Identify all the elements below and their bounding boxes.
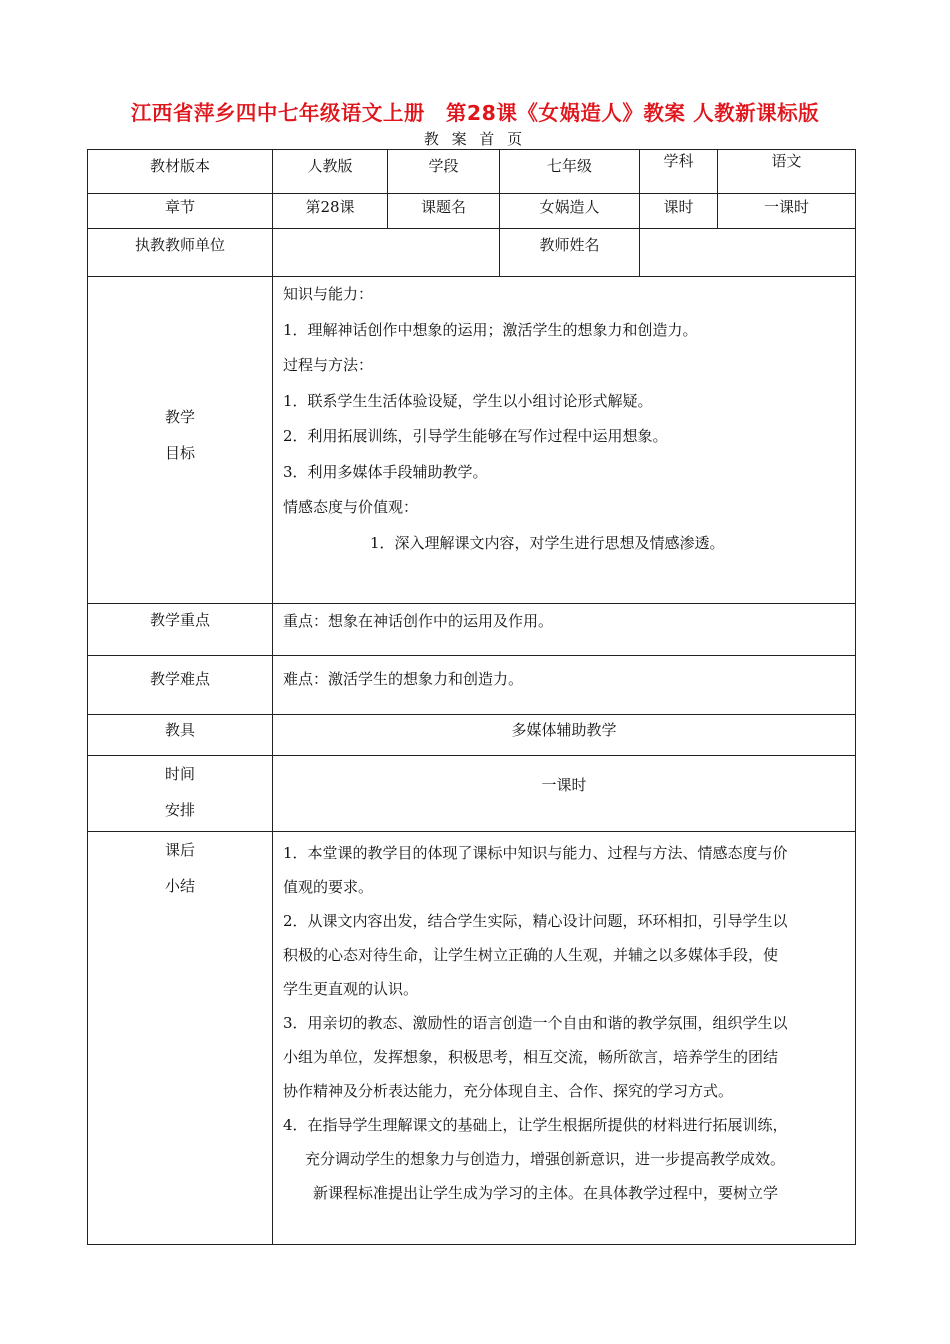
goals-label-cell [88,277,273,604]
summary-label-line1: 课后 [164,841,195,859]
goals-line: 情感态度与价值观： [283,498,419,516]
goals-line: 1．联系学生生活体验设疑，学生以小组讨论形式解疑。 [283,391,653,410]
teacher-unit-value [273,229,500,277]
table-row-schedule [88,756,856,832]
topic-label: 课题名 [388,194,500,229]
table-row-key-point [88,604,856,656]
teacher-name-label: 教师姓名 [500,229,640,277]
stage-label: 学段 [388,150,500,194]
summary-line: 4．在指导学生理解课文的基础上，让学生根据所提供的材料进行拓展训练， [283,1116,788,1134]
summary-label-line2: 小结 [164,877,195,895]
summary-label-cell [88,832,273,1245]
key-point-label: 教学重点 [88,604,273,656]
table-row-teacher [88,229,856,277]
teacher-unit-label: 执教教师单位 [88,229,273,277]
schedule-label-line2: 安排 [164,801,195,819]
goals-line: 1．深入理解课文内容，对学生进行思想及情感渗透。 [370,533,725,552]
summary-line: 小组为单位，发挥想象，积极思考，相互交流，畅所欲言，培养学生的团结 [283,1048,779,1066]
summary-line: 值观的要求。 [283,878,374,896]
period-label: 课时 [640,194,718,229]
difficulty-label: 教学难点 [88,656,273,715]
summary-line: 3．用亲切的教态、激励性的语言创造一个自由和谐的教学氛围，组织学生以 [283,1014,788,1032]
document-title: 江西省萍乡四中七年级语文上册 第28课《女娲造人》教案 人教新课标版 [130,101,820,125]
subject-value: 语文 [718,150,856,194]
difficulty-value: 难点：激活学生的想象力和创造力。 [273,656,856,715]
table-row-chapter [88,194,856,229]
summary-line: 2．从课文内容出发，结合学生实际，精心设计问题，环环相扣，引导学生以 [283,912,788,930]
table-row-tools [88,715,856,756]
stage-value: 七年级 [500,150,640,194]
goals-line: 1．理解神话创作中想象的运用；激活学生的想象力和创造力。 [283,320,698,339]
edition-label: 教材版本 [88,150,273,194]
tools-label: 教具 [88,715,273,756]
goals-line: 3．利用多媒体手段辅助教学。 [283,462,488,481]
chapter-value: 第28课 [273,194,388,229]
table-row-summary [88,832,856,1245]
goals-line: 2．利用拓展训练，引导学生能够在写作过程中运用想象。 [283,427,668,445]
schedule-value: 一课时 [273,756,856,832]
edition-value: 人教版 [273,150,388,194]
summary-line: 新课程标准提出让学生成为学习的主体。在具体教学过程中，要树立学 [313,1184,779,1202]
key-point-value: 重点：想象在神话创作中的运用及作用。 [273,604,856,656]
summary-content [273,832,856,1245]
schedule-label-line1: 时间 [164,765,195,783]
goals-label-line2: 目标 [164,444,195,462]
schedule-label-cell [88,756,273,832]
table-row-difficulty [88,656,856,715]
goals-content [273,277,856,604]
subject-label: 学科 [640,150,718,194]
summary-line: 充分调动学生的想象力与创造力，增强创新意识，进一步提高教学成效。 [305,1150,786,1168]
document-subtitle: 教 案 首 页 [423,130,527,148]
table-row-edition [88,150,856,194]
period-value: 一课时 [718,194,856,229]
goals-label-line1: 教学 [164,408,195,426]
summary-line: 1．本堂课的教学目的体现了课标中知识与能力、过程与方法、情感态度与价 [283,844,788,862]
goals-line: 知识与能力： [283,285,374,303]
topic-value: 女娲造人 [500,194,640,229]
summary-line: 协作精神及分析表达能力，充分体现自主、合作、探究的学习方式。 [283,1082,734,1100]
lesson-plan-table [87,149,856,1245]
goals-line: 过程与方法： [283,356,374,374]
summary-line: 积极的心态对待生命，让学生树立正确的人生观，并辅之以多媒体手段，使 [283,946,779,964]
chapter-label: 章节 [88,194,273,229]
teacher-name-value [640,229,856,277]
summary-line: 学生更直观的认识。 [283,980,419,998]
table-row-goals [88,277,856,604]
tools-value: 多媒体辅助教学 [273,715,856,756]
